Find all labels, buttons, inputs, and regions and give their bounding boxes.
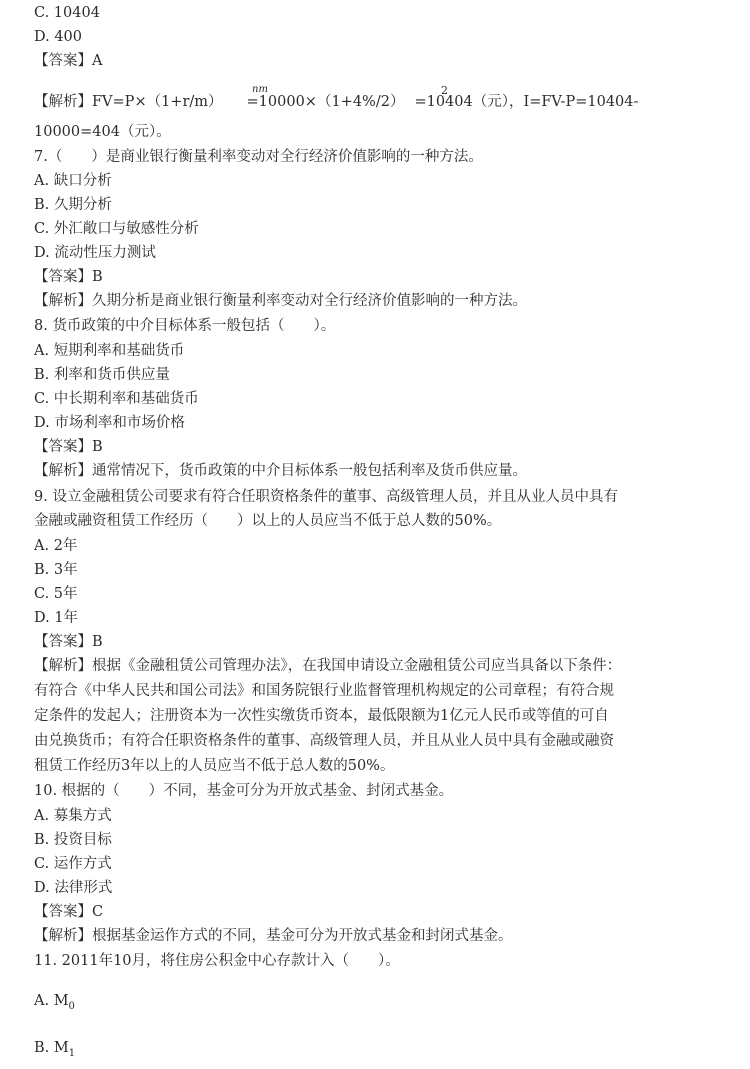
explanation-q9-line2: 有符合《中华人民共和国公司法》和国务院银行业监督管理机构规定的公司章程；有符合规 [34,683,614,699]
explanation-q8: 【解析】通常情况下，货币政策的中介目标体系一般包括利率及货币供应量。 [34,463,527,479]
question-8: 8. 货币政策的中介目标体系一般包括（ ）。 [34,318,336,334]
answer-q10: 【答案】C [34,904,104,920]
option-c-q9: C. 5年 [34,586,78,602]
question-11: 11. 2011年10月，将住房公积金中心存款计入（ ）。 [34,953,400,969]
question-10: 10. 根据的（ ）不同，基金可分为开放式基金、封闭式基金。 [34,783,454,799]
question-9-line2: 金融或融资租赁工作经历（ ）以上的人员应当不低于总人数的50%。 [34,513,502,529]
explanation-q9-line1: 【解析】根据《金融租赁公司管理办法》，在我国申请设立金融租赁公司应当具备以下条件： [34,658,622,674]
explanation-q6-formula [34,91,638,113]
option-c-q7: C. 外汇敞口与敏感性分析 [34,221,199,237]
option-a-q8: A. 短期利率和基础货币 [34,343,185,359]
option-a-q7: A. 缺口分析 [34,173,112,189]
answer-q6: 【答案】A [34,53,103,69]
explanation-q6-cont: 10000=404（元）。 [34,124,171,140]
explanation-q9-line4: 由兑换货币；有符合任职资格条件的董事、高级管理人员，并且从业人员中具有金融或融资 [34,733,614,749]
option-b-q11-subscript: 1 [68,1048,76,1059]
option-b-q8: B. 利率和货币供应量 [34,367,170,383]
option-a-q11 [34,990,75,1018]
explanation-q10: 【解析】根据基金运作方式的不同，基金可分为开放式基金和封闭式基金。 [34,928,513,944]
option-c-q10: C. 运作方式 [34,856,112,872]
option-d-q10: D. 法律形式 [34,880,113,896]
formula-part-3: =10404（元），I=FV-P=10404- [414,94,639,110]
formula-part-1: 【解析】FV=P×（1+r/m） [34,94,223,110]
formula-part-2: =10000×（1+4%/2） [246,94,405,110]
option-a-q9: A. 2年 [34,538,78,554]
superscript-nm: nm [252,84,268,95]
option-b-q7: B. 久期分析 [34,197,112,213]
answer-q9: 【答案】B [34,634,103,650]
option-d-q9: D. 1年 [34,610,79,626]
option-c-q8: C. 中长期利率和基础货币 [34,391,199,407]
option-b-q11 [34,1037,75,1065]
option-a-q11-text: A. M [34,993,69,1009]
explanation-q7: 【解析】久期分析是商业银行衡量利率变动对全行经济价值影响的一种方法。 [34,293,527,309]
explanation-q9-line5: 租赁工作经历3年以上的人员应当不低于总人数的50%。 [34,758,395,774]
superscript-2: 2 [441,84,448,97]
option-d-q8: D. 市场利率和市场价格 [34,415,185,431]
option-d-q7: D. 流动性压力测试 [34,245,156,261]
option-b-q10: B. 投资目标 [34,832,112,848]
option-b-q11-text: B. M [34,1040,69,1056]
question-7: 7.（ ）是商业银行衡量利率变动对全行经济价值影响的一种方法。 [34,149,483,165]
answer-q8: 【答案】B [34,439,103,455]
option-d-q6: D. 400 [34,29,83,45]
explanation-q9-line3: 定条件的发起人；注册资本为一次性实缴货币资本，最低限额为1亿元人民币或等值的可自 [34,708,609,724]
question-9-line1: 9. 设立金融租赁公司要求有符合任职资格条件的董事、高级管理人员，并且从业人员中具有 [34,489,618,505]
option-c-q6: C. 10404 [34,5,100,21]
option-a-q10: A. 募集方式 [34,808,112,824]
answer-q7: 【答案】B [34,269,103,285]
option-b-q9: B. 3年 [34,562,78,578]
option-a-q11-subscript: 0 [68,1001,75,1012]
